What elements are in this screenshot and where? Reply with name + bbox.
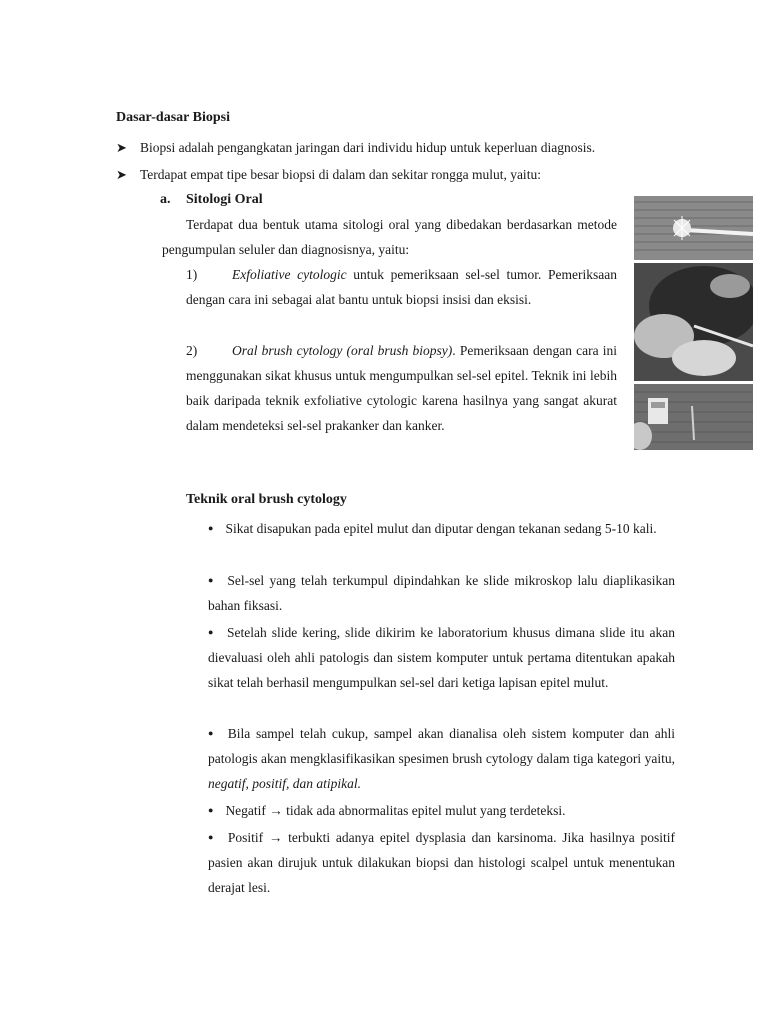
bullet-text: Negatif → tidak ada abnormalitas epitel mulut yang terdeteksi. <box>225 803 566 818</box>
bullet-dot-icon: ● <box>208 523 214 533</box>
numbered-item <box>186 262 617 312</box>
bullet-item <box>208 568 675 618</box>
section-heading-text: Sitologi Oral <box>186 192 263 207</box>
numbered-item <box>186 338 617 438</box>
bullet-italic-text: negatif, positif, dan atipikal. <box>208 776 361 791</box>
bullet-item <box>208 798 675 823</box>
bullet-text: Setelah slide kering, slide dikirim ke laboratorium khusus dimana slide itu akan dievaluasi oleh ahli patologis dan sistem komputer untuk pertama ditentukan apakah sikat telah berhasil mengumpulkan sel-sel dari ketiga lapisan epitel mulut. <box>208 625 675 690</box>
item-term: Oral brush cytology (oral brush biopsy) <box>232 343 453 358</box>
arrow-item-text: Terdapat empat tipe besar biopsi di dalam dan sekitar rongga mulut, yaitu: <box>140 167 541 182</box>
section-a-heading <box>160 192 263 208</box>
bullet-text: Sel-sel yang telah terkumpul dipindahkan ke slide mikroskop lalu diaplikasikan bahan fiksasi. <box>208 573 675 613</box>
bullet-text: Sikat disapukan pada epitel mulut dan diputar dengan tekanan sedang 5-10 kali. <box>225 521 657 536</box>
document-title: Dasar-dasar Biopsi <box>116 110 230 125</box>
item-term: Exfoliative cytologic <box>232 267 347 282</box>
bullet-item <box>208 721 675 796</box>
bullet-dot-icon: ● <box>208 575 216 585</box>
item-number: 2) <box>186 343 198 358</box>
bullet-item <box>208 825 675 900</box>
item-text: untuk pemeriksaan sel-sel tumor. Pemeriksaan dengan cara ini sebagai alat bantu untuk biopsi insisi dan eksisi. <box>186 267 617 307</box>
section-letter: a. <box>160 192 171 207</box>
brush-cytology-photo <box>634 196 753 450</box>
item-number: 1) <box>186 267 198 282</box>
arrow-list-item <box>116 140 676 156</box>
section-a-intro: Terdapat dua bentuk utama sitologi oral yang dibedakan berdasarkan metode pengumpulan seluler dan diagnosisnya, yaitu: <box>162 217 617 257</box>
bullet-dot-icon: ● <box>208 832 216 842</box>
bullet-item <box>208 620 675 695</box>
technique-heading: Teknik oral brush cytology <box>186 492 347 507</box>
bullet-text: Bila sampel telah cukup, sampel akan dianalisa oleh sistem komputer dan ahli patologis akan mengklasifikasikan spesimen brush cytology dalam tiga kategori yaitu, <box>208 726 676 766</box>
bullet-item <box>208 516 675 541</box>
arrow-bullet-icon: ➤ <box>116 167 127 182</box>
bullet-dot-icon: ● <box>208 627 216 637</box>
arrow-list-item <box>116 167 676 183</box>
arrow-item-text: Biopsi adalah pengangkatan jaringan dari individu hidup untuk keperluan diagnosis. <box>140 140 596 155</box>
bullet-text: Positif → terbukti adanya epitel dysplasia dan karsinoma. Jika hasilnya positif pasien akan dirujuk untuk dilakukan biopsi dan histologi scalpel untuk menentukan derajat lesi. <box>208 830 675 895</box>
arrow-bullet-icon: ➤ <box>116 140 127 155</box>
item-text: . Pemeriksaan dengan cara ini menggunakan sikat khusus untuk mengumpulkan sel-sel epitel. Teknik ini lebih baik daripada teknik exfoliative cytologic karena hasilnya yang sangat akurat dalam mendeteksi sel-sel prakanker dan kanker. <box>186 343 617 433</box>
bullet-dot-icon: ● <box>208 728 216 738</box>
bullet-dot-icon: ● <box>208 805 214 815</box>
